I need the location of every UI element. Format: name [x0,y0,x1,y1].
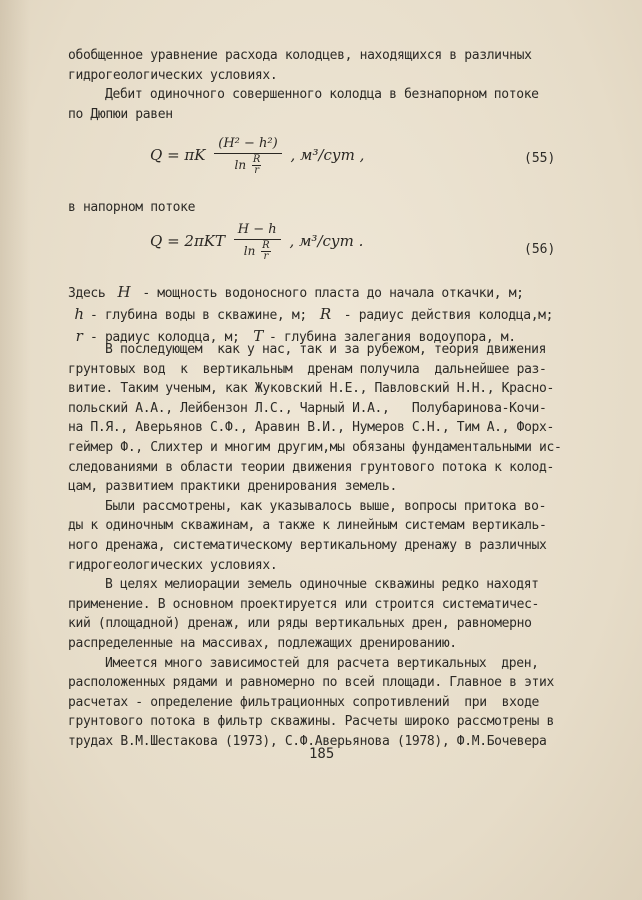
text-line: грунтовых вод к вертикальным дренам получила дальнейшее раз- [68,361,547,377]
ratio-top: R [252,154,261,165]
intro-paragraph [68,46,580,124]
definition-H: - мощность водоносного пласта до начала откачки, м; [134,286,524,301]
formula-ln: ln [243,244,256,258]
text-line: цам, развитием практики дренирования земель. [68,479,397,495]
text-line: Имеется много зависимостей для расчета вертикальных дрен, [105,655,539,671]
text-line: трудах В.М.Шестакова (1973), С.Ф.Аверьянова (1978), Ф.М.Бочевера [68,733,547,749]
formula-numerator: H − h [234,222,281,240]
text-line: ного дренажа, систематическому вертикальному дренажу в различных [68,537,547,553]
text-line: распределенные на массивах, подлежащих дренированию. [68,635,457,651]
text-line [68,282,580,304]
definition-r: - радиус колодца, м; [90,330,240,345]
text-line: польский А.А., Лейбензон Л.С., Чарный И.А., Полубаринова-Кочи- [68,400,547,416]
main-paragraphs [68,340,580,751]
formula-ratio [261,241,271,262]
text-line: расчетах - определение фильтрационных сопротивлений при входе [68,694,540,710]
formula-denominator [234,240,281,262]
formula-lhs: Q = 2πKT [150,232,226,250]
ratio-bottom: r [254,165,260,176]
formula-ratio [252,155,262,176]
page-edge-shadow [0,0,30,900]
text-line: витие. Таким ученым, как Жуковский Н.Е., Павловский Н.Н., Красно- [68,381,554,397]
definition-h: - глубина воды в скважине, м; [90,308,307,323]
text-line: следованиями в области теории движения грунтового потока к колод- [68,459,554,475]
text-line: Были рассмотрены, как указывалось выше, вопросы притока во- [105,498,547,514]
text-line: грунтового потока в фильтр скважины. Расчеты широко рассмотрены в [68,714,554,730]
symbol-h: h [74,305,84,323]
text-line: расположенных рядами и равномерно по всей площади. Главное в этих [68,675,554,691]
formula-denominator [214,154,281,176]
ratio-top: R [262,240,270,251]
text-line: кий (площадной) дренаж, или ряды вертикальных дрен, равномерно [68,616,532,632]
text-line: гидрогеологических условиях. [68,67,278,83]
text-line: гидрогеологических условиях. [68,557,278,573]
text-line: применение. В основном проектируется или строится систематичес- [68,596,540,612]
text-line: Дебит одиночного совершенного колодца в безнапорном потоке [105,87,539,103]
formula-lhs: Q = πK [150,146,206,164]
text-line: В последующем как у нас, так и за рубежом, теория движения [105,342,547,357]
between-text [68,198,580,218]
text-line: по Дюпюи равен [68,106,173,122]
formula-numerator: (H² − h²) [214,136,281,154]
equation-number-56: (56) [524,242,556,257]
here-word: Здесь [68,286,106,301]
formula-units: , м³/сут . [289,232,364,250]
definitions-paragraph [68,282,580,348]
text-line [68,304,580,326]
text-line: ды к одиночным скважинам, а также к линейным системам вертикаль- [68,518,547,534]
text-line: геймер Ф., Слихтер и многим другим,мы обязаны фундаментальными ис- [68,439,562,455]
equation-number-55: (55) [524,151,556,166]
definition-R: - радиус действия колодца,м; [336,308,554,323]
text-line: обобщенное уравнение расхода колодцев, находящихся в различных [68,48,532,63]
text-line: В целях мелиорации земель одиночные скважины редко находят [105,577,539,593]
formula-fraction [234,222,281,262]
formula-fraction [214,136,281,176]
text-line: на П.Я., Аверьянов С.Ф., Аравин В.И., Нумеров С.Н., Тим А., Форх- [68,420,554,436]
symbol-H: H [117,283,131,301]
text-line: в напорном потоке [68,200,196,215]
formula-units: , м³/сут , [290,146,365,164]
symbol-r: r [75,327,83,345]
symbol-R: R [319,305,331,323]
page-number: 185 [309,746,335,762]
symbol-T: T [253,327,263,345]
ratio-bottom: r [263,251,269,262]
formula-55 [150,136,364,176]
formula-ln: ln [234,158,247,172]
definition-T: - глубина залегания водоупора, м. [269,330,516,345]
formula-56 [150,222,363,262]
